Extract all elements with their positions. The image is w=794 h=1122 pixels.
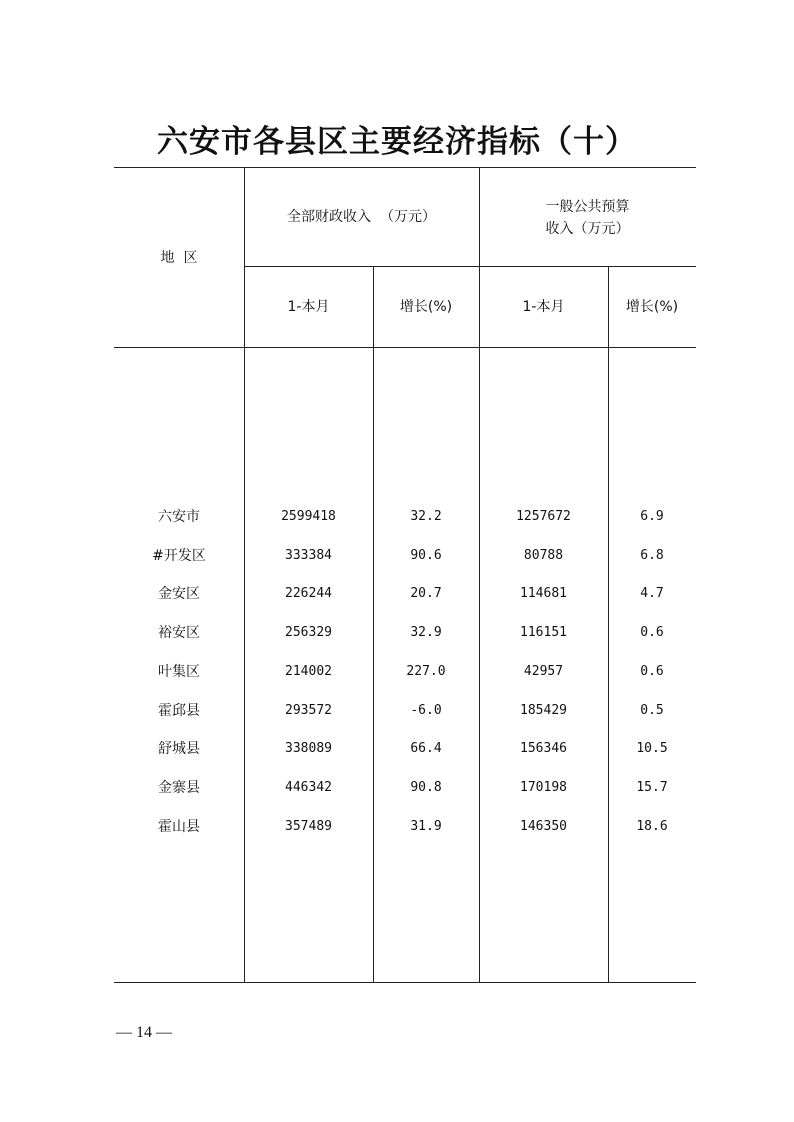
total-revenue-ytd: 2599418 xyxy=(281,509,336,524)
header-budget-revenue-line1: 一般公共预算 xyxy=(545,199,630,215)
budget-revenue-ytd: 80788 xyxy=(523,547,564,563)
region-name: 霍山县 xyxy=(158,818,200,835)
budget-revenue-growth: 4.7 xyxy=(640,586,664,602)
budget-revenue-ytd: 114681 xyxy=(520,586,567,602)
region-name: 裕安区 xyxy=(158,625,200,642)
total-revenue-ytd: 293572 xyxy=(285,702,332,718)
total-revenue-growth: -6.0 xyxy=(410,702,442,718)
region-name: 金寨县 xyxy=(158,779,200,796)
table-top-border xyxy=(114,167,696,168)
column-divider xyxy=(244,167,245,983)
budget-revenue-ytd: 116151 xyxy=(520,625,567,641)
budget-revenue-ytd: 1257672 xyxy=(516,509,571,524)
budget-revenue-ytd: 146350 xyxy=(520,818,567,834)
total-revenue-growth: 90.8 xyxy=(410,779,442,795)
column-divider xyxy=(479,167,480,983)
total-revenue-ytd: 338089 xyxy=(285,741,332,757)
total-revenue-growth: 20.7 xyxy=(410,586,442,602)
header-total-revenue: 全部财政收入 （万元） xyxy=(287,209,436,225)
budget-revenue-growth: 18.6 xyxy=(636,818,668,834)
budget-revenue-growth: 0.5 xyxy=(640,702,664,718)
header-total-growth: 增长(%) xyxy=(399,299,453,315)
budget-revenue-growth: 15.7 xyxy=(636,779,668,795)
budget-revenue-growth: 6.8 xyxy=(640,547,664,563)
total-revenue-growth: 31.9 xyxy=(410,818,442,834)
region-name: #开发区 xyxy=(152,547,206,564)
budget-revenue-ytd: 170198 xyxy=(520,779,567,795)
header-total-ytd: 1-本月 xyxy=(287,299,330,315)
region-name: 霍邱县 xyxy=(158,702,200,719)
page-number: — 14 — xyxy=(116,1024,172,1041)
budget-revenue-growth: 0.6 xyxy=(640,663,664,679)
header-budget-revenue-line2: 收入（万元） xyxy=(545,221,630,237)
total-revenue-ytd: 333384 xyxy=(285,547,332,563)
region-name: 叶集区 xyxy=(158,663,200,680)
total-revenue-growth: 90.6 xyxy=(410,547,442,563)
total-revenue-ytd: 256329 xyxy=(285,625,332,641)
total-revenue-growth: 66.4 xyxy=(410,741,442,757)
total-revenue-ytd: 214002 xyxy=(285,663,332,679)
budget-revenue-growth: 6.9 xyxy=(640,509,664,524)
region-name: 舒城县 xyxy=(158,741,200,758)
total-revenue-ytd: 226244 xyxy=(285,586,332,602)
budget-revenue-growth: 0.6 xyxy=(640,625,664,641)
total-revenue-growth: 32.2 xyxy=(410,509,442,524)
budget-revenue-ytd: 42957 xyxy=(523,663,564,679)
budget-revenue-ytd: 185429 xyxy=(520,702,567,718)
header-group-divider xyxy=(244,266,696,267)
budget-revenue-ytd: 156346 xyxy=(520,741,567,757)
total-revenue-growth: 227.0 xyxy=(406,663,446,679)
budget-revenue-growth: 10.5 xyxy=(636,741,668,757)
header-budget-ytd: 1-本月 xyxy=(522,299,565,315)
total-revenue-growth: 32.9 xyxy=(410,625,442,641)
region-name: 六安市 xyxy=(158,509,200,525)
total-revenue-ytd: 446342 xyxy=(285,779,332,795)
page-title: 六安市各县区主要经济指标（十） xyxy=(157,124,637,160)
region-name: 金安区 xyxy=(158,586,200,603)
header-region: 地 区 xyxy=(160,250,198,266)
header-budget-growth: 增长(%) xyxy=(625,299,679,315)
total-revenue-ytd: 357489 xyxy=(285,818,332,834)
